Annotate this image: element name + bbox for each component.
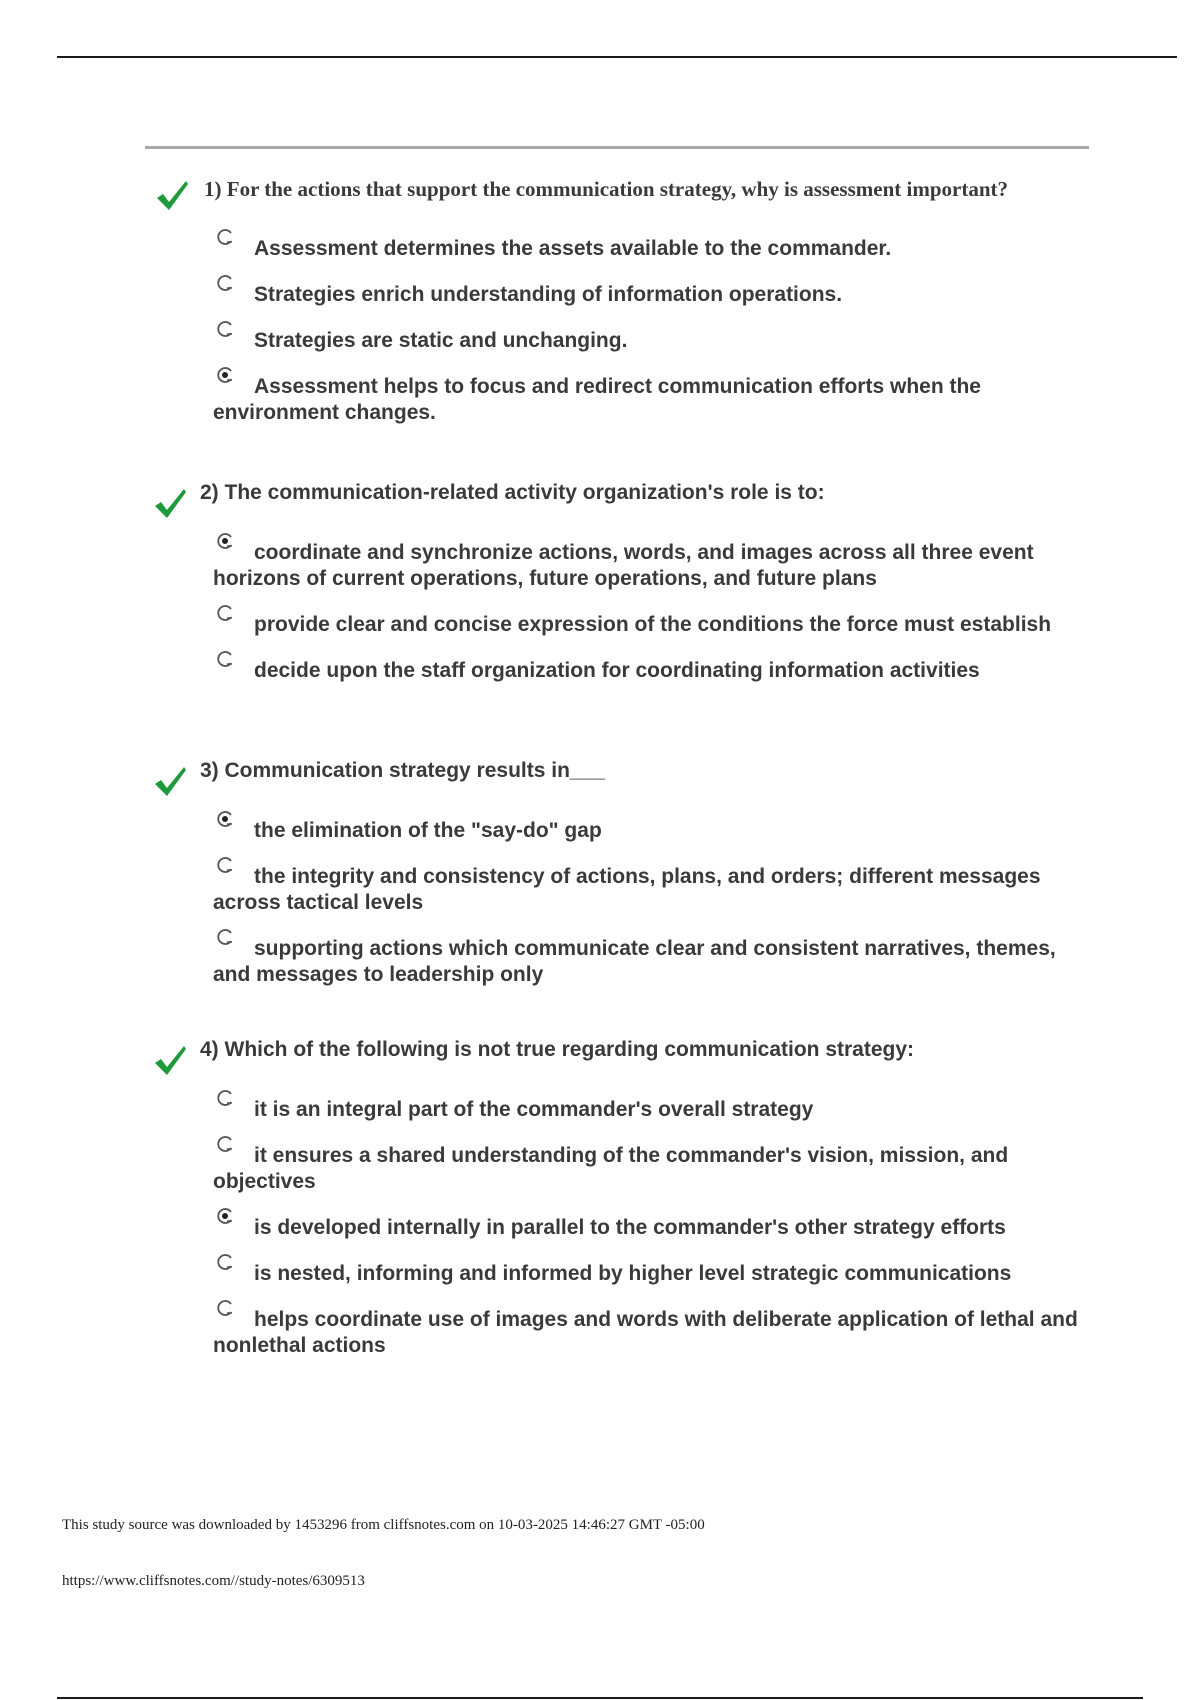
answer-option-selected[interactable] bbox=[213, 1215, 1100, 1241]
answer-text: supporting actions which communicate clear and consistent narratives, themes, and messages to leadership only bbox=[213, 937, 1056, 986]
answer-option-selected[interactable] bbox=[213, 374, 1100, 426]
radio-button-selected-icon[interactable] bbox=[215, 1206, 235, 1226]
answer-options bbox=[140, 818, 1100, 988]
answer-option[interactable] bbox=[213, 864, 1100, 916]
radio-button-icon[interactable] bbox=[215, 1252, 235, 1272]
question-3 bbox=[140, 758, 1100, 1008]
radio-button-icon[interactable] bbox=[215, 319, 235, 339]
radio-button-icon[interactable] bbox=[215, 855, 235, 875]
page-bottom-rule bbox=[57, 1697, 1143, 1699]
radio-button-selected-icon[interactable] bbox=[215, 809, 235, 829]
question-text: 3) Communication strategy results in___ bbox=[200, 759, 605, 782]
answer-option[interactable] bbox=[213, 1261, 1100, 1287]
radio-button-icon[interactable] bbox=[215, 227, 235, 247]
answer-text: decide upon the staff organization for coordinating information activities bbox=[254, 659, 980, 682]
answer-option[interactable] bbox=[213, 1143, 1100, 1195]
quiz-separator bbox=[145, 146, 1089, 149]
answer-option-selected[interactable] bbox=[213, 818, 1100, 844]
answer-text: helps coordinate use of images and words with deliberate application of lethal and nonlethal actions bbox=[213, 1308, 1078, 1357]
answer-option[interactable] bbox=[213, 328, 1100, 354]
answer-text: Strategies enrich understanding of information operations. bbox=[254, 283, 843, 306]
answer-option-selected[interactable] bbox=[213, 540, 1100, 592]
question-header bbox=[140, 758, 1100, 784]
radio-button-icon[interactable] bbox=[215, 1088, 235, 1108]
answer-option[interactable] bbox=[213, 612, 1100, 638]
answer-option[interactable] bbox=[213, 936, 1100, 988]
answer-text: is nested, informing and informed by higher level strategic communications bbox=[254, 1262, 1012, 1285]
radio-button-selected-icon[interactable] bbox=[215, 531, 235, 551]
question-header bbox=[140, 176, 1100, 202]
radio-button-icon[interactable] bbox=[215, 927, 235, 947]
radio-button-icon[interactable] bbox=[215, 1134, 235, 1154]
question-header bbox=[140, 1037, 1100, 1063]
answer-options bbox=[140, 540, 1100, 684]
answer-text: Assessment determines the assets available to the commander. bbox=[254, 237, 892, 260]
question-2 bbox=[140, 480, 1100, 704]
answer-option[interactable] bbox=[213, 282, 1100, 308]
answer-text: coordinate and synchronize actions, words, and images across all three event horizons of current operations, future operations, and future plans bbox=[213, 541, 1034, 590]
correct-check-icon bbox=[152, 764, 188, 798]
radio-button-icon[interactable] bbox=[215, 649, 235, 669]
answer-text: it ensures a shared understanding of the commander's vision, mission, and objectives bbox=[213, 1144, 1009, 1193]
question-text: 1) For the actions that support the communication strategy, why is assessment important? bbox=[204, 177, 1008, 201]
answer-text: Assessment helps to focus and redirect communication efforts when the environment changes. bbox=[213, 375, 981, 424]
answer-text: Strategies are static and unchanging. bbox=[254, 329, 628, 352]
answer-options bbox=[140, 236, 1100, 426]
radio-button-icon[interactable] bbox=[215, 1298, 235, 1318]
answer-text: provide clear and concise expression of the conditions the force must establish bbox=[254, 613, 1052, 636]
correct-check-icon bbox=[154, 178, 190, 212]
radio-button-icon[interactable] bbox=[215, 273, 235, 293]
question-1 bbox=[140, 176, 1100, 446]
question-4 bbox=[140, 1037, 1100, 1379]
answer-text: is developed internally in parallel to the commander's other strategy efforts bbox=[254, 1216, 1006, 1239]
answer-text: it is an integral part of the commander's overall strategy bbox=[254, 1098, 814, 1121]
correct-check-icon bbox=[152, 1043, 188, 1077]
page-top-rule bbox=[57, 56, 1177, 58]
answer-text: the elimination of the "say-do" gap bbox=[254, 819, 602, 842]
answer-option[interactable] bbox=[213, 1307, 1100, 1359]
download-notice: This study source was downloaded by 1453296 from cliffsnotes.com on 10-03-2025 14:46:27 GMT -05:00 bbox=[62, 1517, 705, 1533]
answer-option[interactable] bbox=[213, 236, 1100, 262]
question-header bbox=[140, 480, 1100, 506]
correct-check-icon bbox=[152, 486, 188, 520]
answer-option[interactable] bbox=[213, 1097, 1100, 1123]
question-text: 4) Which of the following is not true regarding communication strategy: bbox=[200, 1038, 915, 1061]
source-url[interactable]: https://www.cliffsnotes.com//study-notes/6309513 bbox=[62, 1573, 365, 1589]
answer-option[interactable] bbox=[213, 658, 1100, 684]
question-text: 2) The communication-related activity organization's role is to: bbox=[200, 481, 825, 504]
radio-button-selected-icon[interactable] bbox=[215, 365, 235, 385]
answer-text: the integrity and consistency of actions, plans, and orders; different messages across tactical levels bbox=[213, 865, 1041, 914]
radio-button-icon[interactable] bbox=[215, 603, 235, 623]
answer-options bbox=[140, 1097, 1100, 1359]
